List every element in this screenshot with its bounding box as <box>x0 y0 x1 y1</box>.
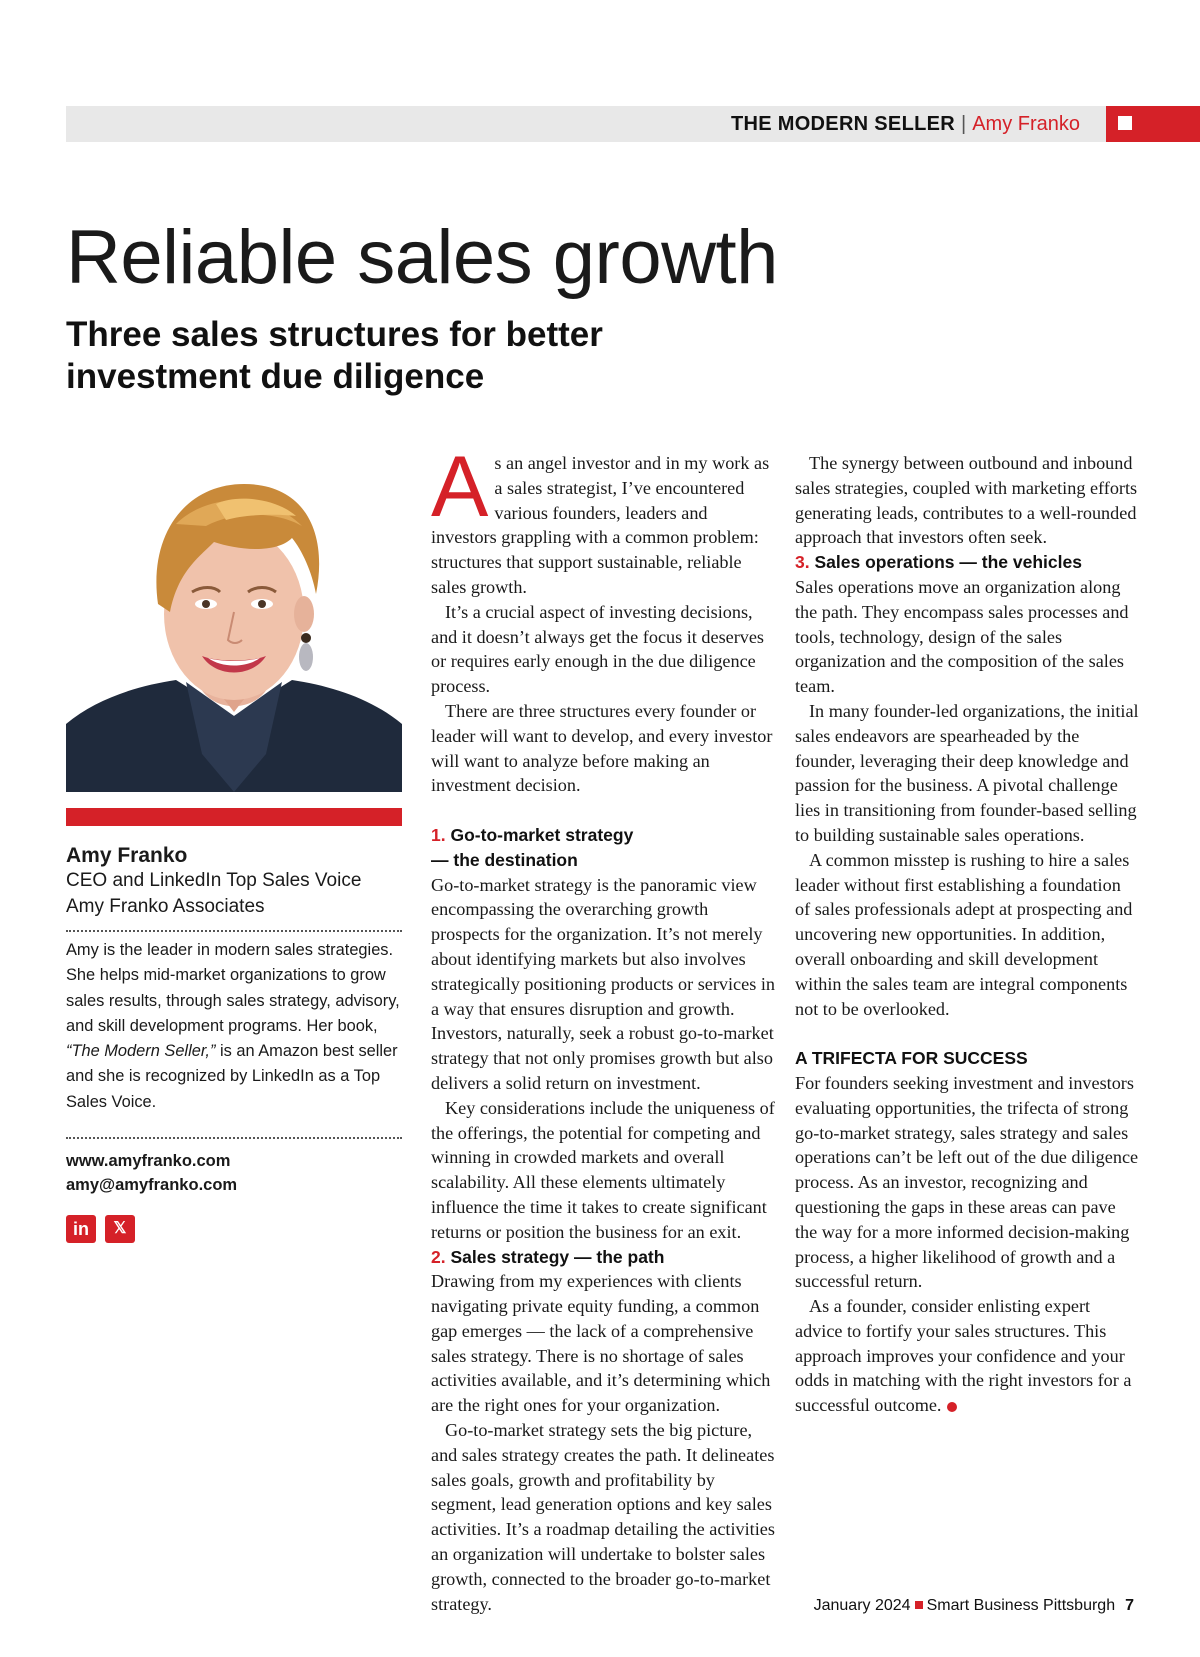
section-heading-1-sub: — the destination <box>431 849 578 870</box>
bio-divider-bottom <box>66 1137 402 1139</box>
bio-book-title: “The Modern Seller,” <box>66 1042 216 1061</box>
spacer <box>431 798 776 823</box>
paragraph: For founders seeking investment and investors evaluating opportunities, the trifecta of strong go-to-market strategy, sales strategy and sales operations can’t be left out of the due diligence process. As an investor, recognizing and questioning the gaps in these areas can pave the way for a more informed decision-making process, a higher likelihood of growth and a successful return. <box>795 1072 1139 1292</box>
article-column-1 <box>431 439 776 1616</box>
bio-name: Amy Franko <box>66 844 188 867</box>
dropcap: A <box>431 439 489 535</box>
section-heading-1 <box>431 823 776 848</box>
bio-role: CEO and LinkedIn Top Sales Voice <box>66 870 362 891</box>
x-twitter-icon[interactable]: 𝕏 <box>105 1215 135 1243</box>
section-heading-2 <box>431 1245 776 1270</box>
section-heading-3 <box>795 550 1140 575</box>
paragraph: It’s a crucial aspect of investing decisions, and it doesn’t always get the focus it deserves or requires early enough in the due diligence process. <box>431 601 765 697</box>
paragraph: Drawing from my experiences with clients navigating private equity funding, a common gap emerges — the lack of a comprehensive sales strategy. There is no shortage of sales activities available, and it’s determining which are the right ones for your organization. <box>431 1271 771 1416</box>
bio-company: Amy Franko Associates <box>66 896 265 917</box>
paragraph-closing-text: As a founder, consider enlisting expert advice to fortify your sales structures. This approach improves your confidence and your odds in matching with the right investors for a successful outcome. <box>795 1296 1132 1416</box>
header-accent-block <box>1106 106 1200 142</box>
author-photo <box>66 454 402 792</box>
paragraph: Go-to-market strategy is the panoramic view encompassing the overarching growth prospects for the organization. It’s not merely about identifying markets but also involves strategically positioning products or services in a way that ensures disruption and growth. Investors, naturally, seek a robust go-to-market strategy that not only promises growth but also delivers a solid return on investment. <box>431 874 775 1093</box>
section-title: Sales strategy — the path <box>450 1246 665 1267</box>
footer-square-icon <box>915 1601 923 1609</box>
bio-text <box>66 938 402 1115</box>
article-title: Reliable sales growth <box>66 215 778 300</box>
paragraph-intro <box>431 439 776 600</box>
header-brand: THE MODERN SELLER <box>730 113 955 135</box>
paragraph: In many founder-led organizations, the initial sales endeavors are spearheaded by the founder, leveraging their deep knowledge and passion for the business. A pivotal challenge lies in transitioning from founder-based selling to building sustainable sales operations. <box>795 700 1139 845</box>
section-number: 3. <box>795 552 810 573</box>
section-title: Go-to-market strategy <box>450 824 634 845</box>
footer-date: January 2024 <box>813 1597 911 1614</box>
linkedin-icon[interactable]: in <box>66 1215 96 1243</box>
bio-text-outro: is an Amazon best seller and she is recognized by LinkedIn as a Top Sales Voice. <box>66 1042 398 1111</box>
bio-email-link[interactable]: amy@amyfranko.com <box>66 1176 238 1194</box>
paragraph: The synergy between outbound and inbound sales strategies, coupled with marketing efforts generating leads, contributes to a well-rounded approach that investors often seek. <box>795 453 1138 548</box>
article-subtitle: Three sales structures for better investment due diligence <box>66 315 603 396</box>
bio-website-link[interactable]: www.amyfranko.com <box>66 1152 231 1170</box>
author-portrait-illustration <box>66 454 402 792</box>
paragraph: A common misstep is rushing to hire a sales leader without first establishing a foundation of sales professionals adept at prospecting and uncovering new opportunities. In addition, overall onboarding and skill development within the sales team are integral components not to be overlooked. <box>795 849 1133 1019</box>
page-number: 7 <box>1125 1597 1134 1614</box>
square-icon <box>1118 116 1132 130</box>
paragraph-intro-text: s an angel investor and in my work as a sales strategist, I’ve encountered various founders, leaders and investors grappling with a common problem: structures that support sustainable, reliable sales growth. <box>431 453 770 597</box>
paragraph: Sales operations move an organization along the path. They encompass sales processes and tools, technology, design of the sales organization and the composition of the sales team. <box>795 576 1129 697</box>
section-title: Sales operations — the vehicles <box>814 552 1082 573</box>
paragraph: Go-to-market strategy sets the big picture, and sales strategy creates the path. It delineates sales goals, growth and profitability by segment, lead generation options and key sales activities. It’s a roadmap detailing the activities an organization will undertake to bolster sales growth, connected to the broader go-to-market strategy. <box>431 1420 775 1614</box>
article-column-2 <box>795 451 1140 1418</box>
paragraph: There are three structures every founder or leader will want to develop, and every investor will want to analyze before making an investment decision. <box>431 700 773 796</box>
header-author: Amy Franko <box>972 113 1080 135</box>
paragraph-closing <box>795 1294 1140 1418</box>
header-title <box>731 110 1080 138</box>
bio-text-intro: Amy is the leader in modern sales strategies. She helps mid-market organizations to grow sales results, through sales strategy, advisory, and skill development programs. Her book, <box>66 941 400 1035</box>
bio-accent-bar <box>66 808 402 826</box>
end-mark-icon <box>947 1402 957 1412</box>
section-number: 2. <box>431 1246 446 1267</box>
page-footer <box>814 1594 1134 1618</box>
header-separator: | <box>960 113 967 135</box>
bio-divider-top <box>66 930 402 932</box>
section-number: 1. <box>431 824 446 845</box>
footer-publication: Smart Business Pittsburgh <box>926 1597 1116 1614</box>
section-heading-4: A TRIFECTA FOR SUCCESS <box>795 1048 1028 1069</box>
spacer <box>795 1021 1140 1046</box>
paragraph: Key considerations include the uniqueness of the offerings, the potential for competing and winning in crowded markets and overall scalability. All these elements ultimately influence the time it takes to create significant returns or position the business for an exit. <box>431 1097 775 1242</box>
